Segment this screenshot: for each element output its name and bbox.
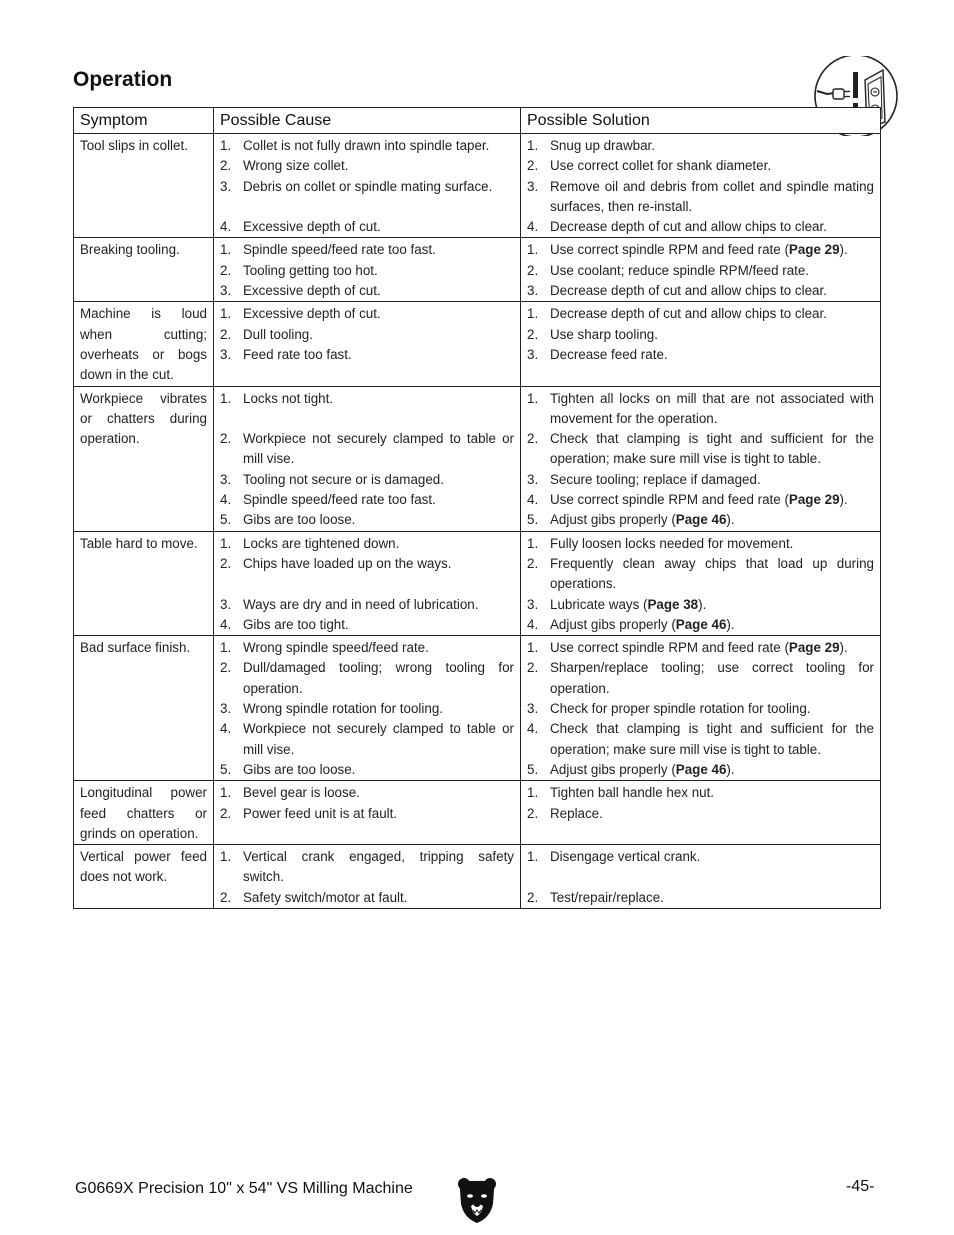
symptom-cell: Bad surface finish. [74,636,214,781]
item-number: 5. [527,512,539,528]
solution-item [527,783,874,803]
item-text: Decrease feed rate. [550,346,668,362]
item-number: 4. [527,492,539,508]
solution-item [527,534,874,554]
symptom-cell: Longitudinal power feed chatters or grinds on operation. [74,781,214,845]
item-text: Dull/damaged tooling; wrong tooling for operation. [243,660,514,696]
grizzly-bear-logo [457,1176,497,1224]
item-text: Vertical crank engaged, tripping safety switch. [243,849,514,885]
table-row [74,238,881,302]
item-number: 2. [527,262,539,278]
cause-item [220,804,514,824]
item-text: Ways are dry and in need of lubrication. [243,596,479,612]
table-row [74,781,881,845]
page-reference: Page 38 [647,596,699,612]
item-number: 2. [527,326,539,342]
cause-cell [214,238,521,302]
item-text: Tighten all locks on mill that are not associated with movement for the operation. [550,390,874,426]
item-number: 1. [220,640,232,656]
item-number: 1. [527,390,539,406]
item-number: 1. [220,242,232,258]
item-number: 1. [527,306,539,322]
item-number: 2. [220,660,232,676]
cause-item [220,719,514,760]
item-number: 2. [527,805,539,821]
item-number: 2. [220,805,232,821]
solution-item [527,304,874,324]
item-text-post: ). [726,512,735,528]
item-number: 3. [220,178,232,194]
item-number: 1. [527,640,539,656]
solution-item [527,638,874,658]
item-text: Chips have loaded up on the ways. [243,555,452,571]
cause-item [220,534,514,554]
solution-item [527,429,874,470]
item-text: Check that clamping is tight and sufficient for the operation; make sure mill vise is tight to table. [550,721,874,757]
cause-item [220,888,514,908]
item-number: 2. [527,889,539,905]
item-text: Check that clamping is tight and sufficient for the operation; make sure mill vise is tight to table. [550,431,874,467]
item-number: 4. [220,721,232,737]
cause-cell [214,531,521,635]
item-text [550,760,874,780]
item-text [550,510,874,530]
item-text-pre: Use correct spindle RPM and feed rate ( [550,492,789,508]
solution-item [527,554,874,595]
item-number: 3. [527,596,539,612]
solution-item [527,699,874,719]
table-row [74,845,881,909]
item-number: 1. [220,306,232,322]
solution-cell [521,302,881,386]
item-number: 3. [220,701,232,717]
solution-item [527,156,874,176]
item-number: 2. [220,889,232,905]
symptom-cell: Breaking tooling. [74,238,214,302]
item-number: 5. [220,512,232,528]
item-text-post: ). [839,640,848,656]
item-text: Snug up drawbar. [550,138,655,153]
item-number: 3. [527,283,539,299]
item-number: 2. [220,158,232,174]
cause-item [220,429,514,470]
table-header-row [74,108,881,134]
cause-item [220,847,514,888]
item-text: Collet is not fully drawn into spindle taper. [243,138,490,153]
item-number: 1. [527,242,539,258]
solution-item [527,760,874,780]
item-text [550,490,874,510]
table-row [74,531,881,635]
cause-item [220,389,514,409]
cause-item [220,615,514,635]
item-text: Secure tooling; replace if damaged. [550,471,761,487]
cause-item [220,760,514,780]
spacer [220,197,514,217]
solution-cell [521,238,881,302]
item-number: 1. [527,138,539,153]
solution-cell [521,134,881,238]
cause-item [220,638,514,658]
solution-item [527,136,874,156]
page-reference: Page 29 [788,242,840,258]
item-number: 4. [220,616,232,632]
cause-cell [214,386,521,531]
item-text: Excessive depth of cut. [243,306,381,322]
solution-item [527,510,874,530]
item-text [550,240,874,260]
item-text [550,638,874,658]
item-text-post: ). [839,242,848,258]
solution-item [527,719,874,760]
table-row [74,636,881,781]
item-text [550,615,874,635]
cause-item [220,177,514,197]
item-number: 3. [527,701,539,717]
item-text-pre: Use correct spindle RPM and feed rate ( [550,640,789,656]
item-text-pre: Adjust gibs properly ( [550,512,676,528]
item-text-pre: Adjust gibs properly ( [550,761,676,777]
header-possible-solution: Possible Solution [521,108,881,134]
item-text: Wrong size collet. [243,158,349,174]
item-number: 1. [527,535,539,551]
item-text [550,595,874,615]
item-text: Spindle speed/feed rate too fast. [243,492,436,508]
item-text: Workpiece not securely clamped to table or mill vise. [243,721,514,757]
item-text: Tooling not secure or is damaged. [243,471,444,487]
item-number: 3. [220,346,232,362]
item-number: 4. [220,219,232,235]
item-text: Excessive depth of cut. [243,219,381,235]
page-reference: Page 46 [675,512,727,528]
symptom-cell: Workpiece vibrates or chatters during operation. [74,386,214,531]
item-text: Debris on collet or spindle mating surface. [243,178,493,194]
item-text: Tooling getting too hot. [243,262,378,278]
page-reference: Page 46 [675,761,727,777]
item-text: Frequently clean away chips that load up during operations. [550,555,874,592]
item-number: 3. [220,471,232,487]
solution-item [527,325,874,345]
cause-cell [214,636,521,781]
item-number: 2. [527,660,539,676]
item-number: 4. [527,616,539,632]
section-title: Operation [73,68,173,91]
spacer [220,409,514,429]
cause-cell [214,134,521,238]
cause-item [220,658,514,699]
item-text: Gibs are too loose. [243,761,356,777]
item-text-post: ). [726,616,735,632]
solution-cell [521,531,881,635]
cause-item [220,510,514,530]
item-number: 4. [527,219,539,235]
cause-item [220,136,514,156]
cause-item [220,240,514,260]
page-reference: Page 29 [788,492,840,508]
solution-item [527,177,874,218]
item-number: 5. [527,761,539,777]
item-text: Dull tooling. [243,326,313,342]
page-reference: Page 29 [788,640,840,656]
item-text: Check for proper spindle rotation for tooling. [550,701,811,717]
cause-item [220,783,514,803]
solution-item [527,658,874,699]
item-text: Spindle speed/feed rate too fast. [243,242,436,258]
item-text: Wrong spindle speed/feed rate. [243,640,429,656]
table-body [74,134,881,909]
solution-item [527,240,874,260]
cause-item [220,595,514,615]
item-text: Locks not tight. [243,390,334,406]
symptom-cell: Tool slips in collet. [74,134,214,238]
cause-item [220,281,514,301]
solution-item [527,490,874,510]
cause-item [220,345,514,365]
item-text: Gibs are too loose. [243,512,356,528]
item-text: Decrease depth of cut and allow chips to clear. [550,283,827,299]
cause-item [220,217,514,237]
item-number: 1. [527,849,539,865]
item-number: 3. [527,346,539,362]
cause-item [220,304,514,324]
table-row [74,134,881,238]
symptom-cell: Machine is loud when cutting; overheats or bogs down in the cut. [74,302,214,386]
item-number: 1. [220,390,232,406]
item-number: 4. [220,492,232,508]
cause-cell [214,845,521,909]
symptom-cell: Table hard to move. [74,531,214,635]
solution-item [527,281,874,301]
cause-cell [214,302,521,386]
item-text: Test/repair/replace. [550,889,664,905]
page-reference: Page 46 [675,616,727,632]
item-number: 1. [220,849,232,865]
item-text-pre: Use correct spindle RPM and feed rate ( [550,242,789,258]
cause-item [220,325,514,345]
item-text-post: ). [839,492,848,508]
item-text-post: ). [698,596,707,612]
header-possible-cause: Possible Cause [214,108,521,134]
item-number: 1. [220,138,232,153]
item-number: 3. [220,596,232,612]
item-text: Workpiece not securely clamped to table or mill vise. [243,431,514,467]
cause-item [220,261,514,281]
item-number: 3. [220,283,232,299]
cause-cell [214,781,521,845]
item-text: Bevel gear is loose. [243,785,360,801]
item-text: Use sharp tooling. [550,326,658,342]
footer-page-number: -45- [846,1178,875,1195]
item-number: 2. [220,262,232,278]
cause-item [220,699,514,719]
solution-cell [521,636,881,781]
item-number: 2. [527,555,539,571]
table-row [74,302,881,386]
solution-item [527,345,874,365]
spacer [527,867,874,887]
header-symptom: Symptom [74,108,214,134]
item-number: 2. [220,555,232,571]
solution-item [527,217,874,237]
item-number: 1. [220,785,232,801]
solution-item [527,595,874,615]
item-number: 2. [527,158,539,174]
cause-item [220,554,514,574]
item-text: Feed rate too fast. [243,346,352,362]
item-text: Wrong spindle rotation for tooling. [243,701,443,717]
solution-cell [521,781,881,845]
footer-manual-title: G0669X Precision 10" x 54" VS Milling Machine [75,1180,413,1197]
cause-item [220,156,514,176]
item-text: Use coolant; reduce spindle RPM/feed rate. [550,262,810,278]
item-text-post: ). [726,761,735,777]
item-text-pre: Lubricate ways ( [550,596,648,612]
item-text: Remove oil and debris from collet and spindle mating surfaces, then re-install. [550,178,874,214]
item-number: 2. [220,326,232,342]
item-number: 3. [527,471,539,487]
troubleshooting-table [73,107,881,909]
item-text: Power feed unit is at fault. [243,805,398,821]
symptom-cell: Vertical power feed does not work. [74,845,214,909]
item-text: Replace. [550,805,603,821]
item-text: Decrease depth of cut and allow chips to clear. [550,306,827,322]
solution-item [527,847,874,867]
solution-item [527,888,874,908]
solution-item [527,615,874,635]
item-number: 5. [220,761,232,777]
item-text: Locks are tightened down. [243,535,400,551]
item-text: Sharpen/replace tooling; use correct tooling for operation. [550,660,874,696]
item-text: Tighten ball handle hex nut. [550,785,715,801]
item-text: Fully loosen locks needed for movement. [550,535,794,551]
item-text: Safety switch/motor at fault. [243,889,408,905]
item-text: Disengage vertical crank. [550,849,701,865]
table-row [74,386,881,531]
item-text: Gibs are too tight. [243,616,349,632]
item-number: 1. [220,535,232,551]
cause-item [220,470,514,490]
item-number: 4. [527,721,539,737]
solution-cell [521,386,881,531]
solution-item [527,389,874,430]
solution-item [527,470,874,490]
item-text: Excessive depth of cut. [243,283,381,299]
item-text-pre: Adjust gibs properly ( [550,616,676,632]
solution-item [527,804,874,824]
solution-cell [521,845,881,909]
cause-item [220,490,514,510]
item-number: 1. [527,785,539,801]
item-number: 3. [527,178,539,194]
solution-item [527,261,874,281]
item-number: 2. [527,431,539,447]
item-text: Use correct collet for shank diameter. [550,158,772,174]
spacer [220,574,514,594]
item-text: Decrease depth of cut and allow chips to clear. [550,219,827,235]
item-number: 2. [220,431,232,447]
